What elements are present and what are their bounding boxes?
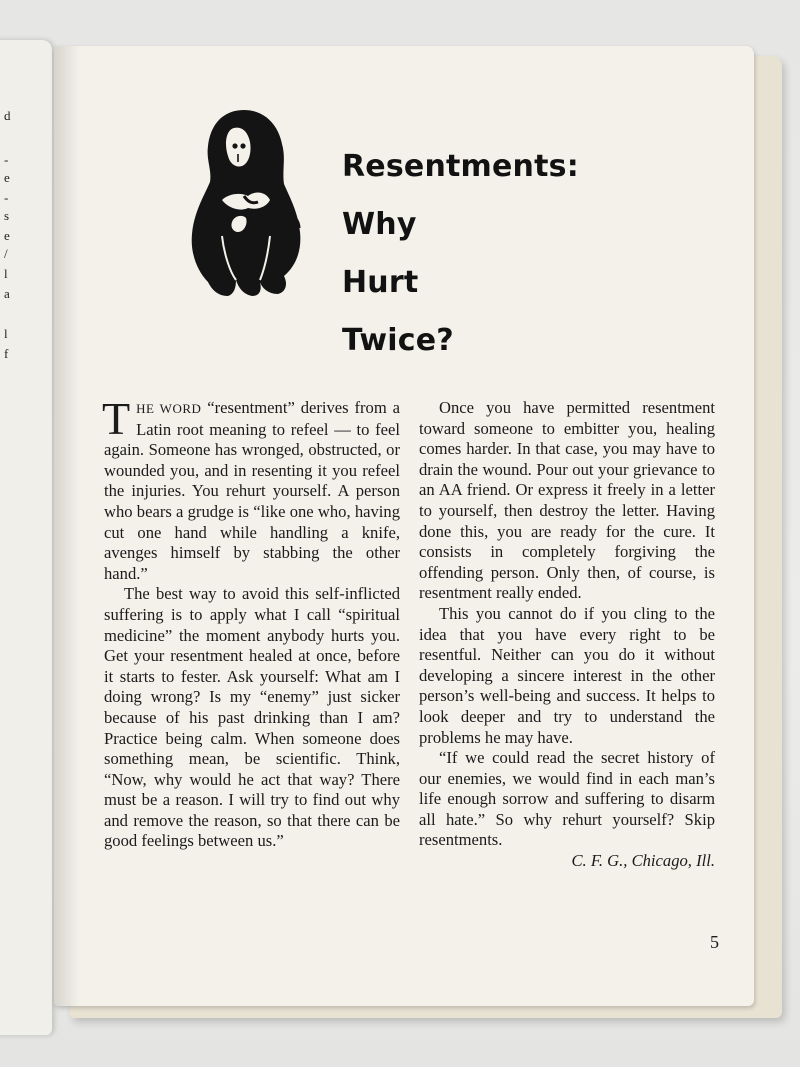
left-page-fragment: f xyxy=(4,346,9,361)
left-page-fragment: l xyxy=(4,266,8,281)
paragraph: “If we could read the secret history of our enemies, we would find in each man’s life enough sorrow and suffering to disarm all hate.” So why rehurt yourself? Skip resentments. xyxy=(419,748,715,850)
left-page-fragment: - xyxy=(4,190,9,205)
article-column-right xyxy=(419,398,715,872)
title-line: Twice? xyxy=(342,323,454,358)
brooding-figure-illustration xyxy=(182,104,312,300)
left-page-fragment: s xyxy=(4,208,10,223)
title-line: Hurt xyxy=(342,265,419,300)
paragraph-text: “resentment” derives from a Latin root meaning to refeel — to feel again. Someone has wronged, obstructed, or wounded you, and in resenting it you refeel the injuries. You rehurt yourself. A person who bears a grudge is “like one who, having cut one hand while handling a knife, avenges himself by stabbing the other hand.” xyxy=(104,398,400,583)
left-page-fragment: l xyxy=(4,326,8,341)
left-page-fragment: d xyxy=(4,108,11,123)
paragraph: Once you have permitted resentment toward someone to embitter you, healing comes harder. In that case, you may have to drain the wound. Pour out your grievance to an AA friend. Or express it freely in a letter to yourself, then destroy the letter. Having done this, you are ready for the cure. It consists in completely forgiving the offending person. Only then, of course, is resentment really ended. xyxy=(419,398,715,603)
drop-cap: T xyxy=(102,393,131,444)
spine-shadow xyxy=(54,46,80,1006)
page-number: 5 xyxy=(710,932,719,952)
paragraph: The best way to avoid this self-inflicted suffering is to apply what I call “spiritual medicine” the moment anybody hurts you. Get your resentment healed at once, before it starts to fester. Ask yourself: What am I doing wrong? Is my “enemy” just sicker because of his past drinking than I am? Practice being calm. When someone does something mean, be scientific. Think, “Now, why would he act that way? There must be a reason. I will try to find out why and remove the reason, so that there can be good feelings between us.” xyxy=(104,584,400,851)
article-column-left xyxy=(102,393,400,852)
left-page-fragment: e xyxy=(4,228,10,243)
article-title xyxy=(342,138,579,370)
title-line: Why xyxy=(342,207,417,242)
author-signature: C. F. G., Chicago, Ill. xyxy=(571,851,715,871)
left-page-fragment: a xyxy=(4,286,10,301)
left-page-fragment: / xyxy=(4,246,8,261)
paragraph: This you cannot do if you cling to the idea that you have every right to be resentful. Neither can you do it without developing a sincere interest in the other person’s well-being and success. It helps to look deeper and try to understand the problems he may have. xyxy=(419,603,715,747)
lead-smallcaps: HE WORD xyxy=(136,401,202,416)
magazine-page xyxy=(54,46,754,1006)
left-page-fragment: - xyxy=(4,152,9,167)
title-line: Resentments: xyxy=(342,149,579,184)
left-page-fragment: e xyxy=(4,170,10,185)
left-page-edge xyxy=(0,40,52,1035)
paragraph xyxy=(102,393,400,584)
